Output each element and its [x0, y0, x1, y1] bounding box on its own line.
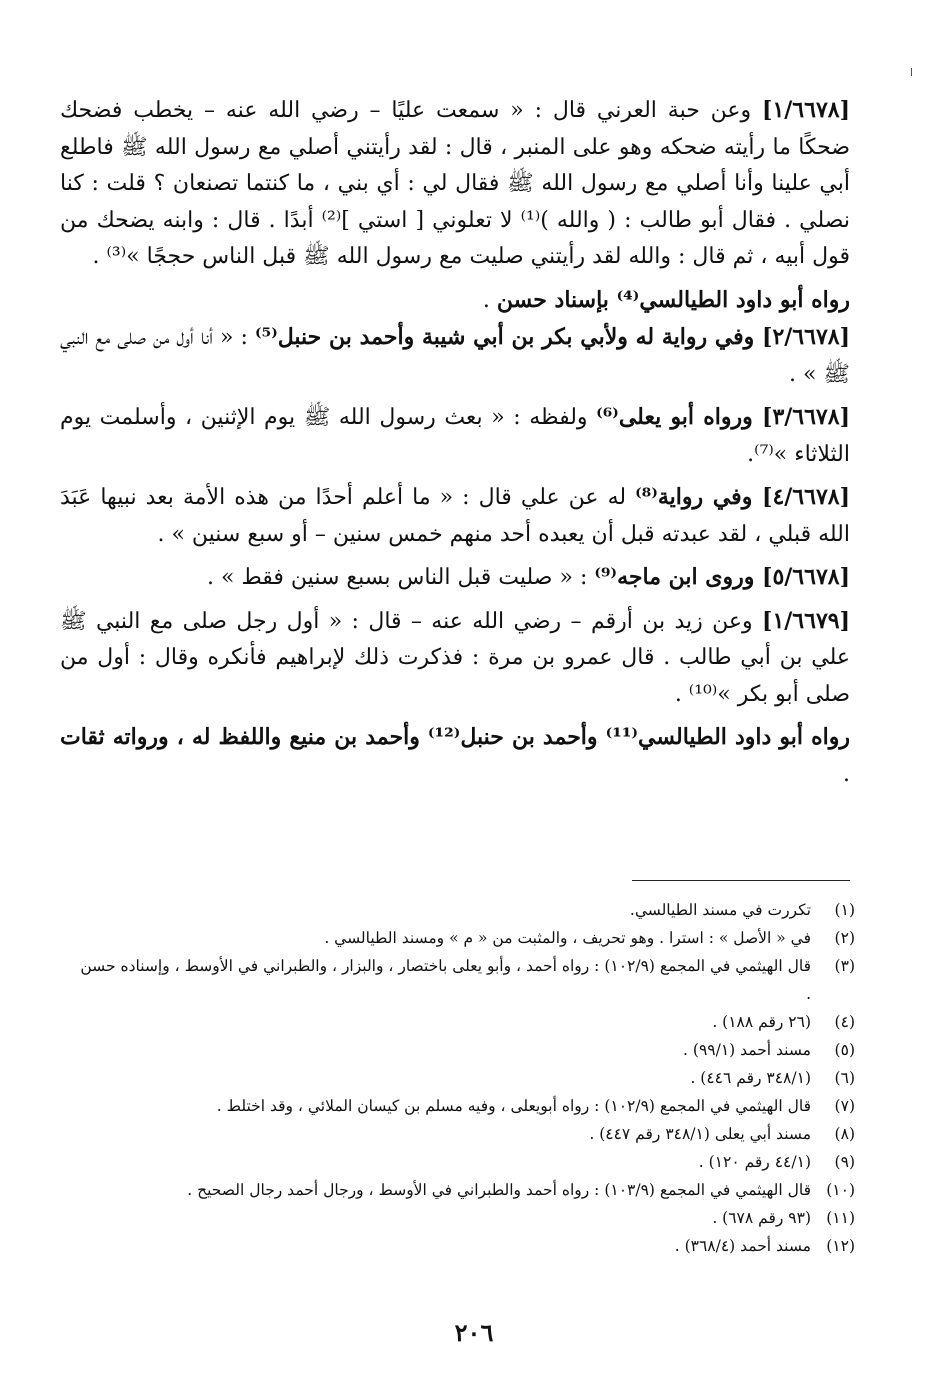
- footnote: [75, 952, 855, 1008]
- footnote-text: قال الهيثمي في المجمع (١٠٢/٩) : رواه أبويعلى ، وفيه مسلم بن كيسان الملائي ، وقد اختلط .: [216, 1097, 811, 1115]
- footnote: [75, 1120, 855, 1148]
- hadith-number: [١/٦٦٧٨]: [762, 97, 850, 123]
- narration-end: .: [843, 761, 850, 787]
- hadith-text: : « أنا أول من صلى مع النبي ﷺ » .: [60, 325, 850, 387]
- hadith-text: ولفظه : « بعث رسول الله ﷺ يوم الإثنين ، وأسلمت يوم الثلاثاء »⁽⁷⁾.: [60, 405, 850, 467]
- footnote: [75, 1008, 855, 1036]
- footnote-text: (٢٦ رقم ١٨٨) .: [712, 1013, 811, 1031]
- main-text: [60, 92, 850, 793]
- footnote: [75, 896, 855, 924]
- hadith-paragraph: [60, 319, 850, 393]
- hadith-paragraph: [60, 479, 850, 553]
- footnote: [75, 1232, 855, 1260]
- footnote-text: مسند أبي يعلى (٣٤٨/١ رقم ٤٤٧) .: [589, 1125, 811, 1143]
- hadith-paragraph: [60, 399, 850, 473]
- footnote-text: في « الأصل » : استرا . وهو تحريف ، والمثبت من « م » ومسند الطيالسي .: [324, 929, 811, 947]
- hadith-number: [١/٦٦٧٩]: [762, 607, 850, 634]
- hadith-number: [٣/٦٦٧٨] ورواه أبو يعلى⁽⁶⁾: [596, 404, 850, 430]
- footnote-number: (٧): [834, 1097, 855, 1115]
- footnote-number: (٤): [834, 1013, 855, 1031]
- hadith-number: [٢/٦٦٧٨] وفي رواية له ولأبي بكر بن أبي شيبة وأحمد بن حنبل⁽⁵⁾: [254, 324, 850, 350]
- footnote-number: (٣): [834, 957, 855, 975]
- footnote: [75, 924, 855, 952]
- hadith-text: وعن حبة العرني قال : « سمعت عليًا – رضي الله عنه – يخطب فضحك ضحكًا ما رأيته ضحكه وهو على المنبر ، قال : لقد رأيتني أصلي مع رسول الله ﷺ فاطلع أبي علينا وأنا أصلي مع رسول الله ﷺ فقال لي : أي بني ، ما كنتما تصنعان ؟ قلت : كنا نصلي . فقال أبو طالب : ( والله )⁽¹⁾ لا تعلوني [ استي ]⁽²⁾ أبدًا . قال : وابنه يضحك من قول أبيه ، ثم قال : والله لقد رأيتني صليت مع رسول الله ﷺ قبل الناس حججًا »⁽³⁾ .: [60, 98, 850, 269]
- footnote: [75, 1064, 855, 1092]
- footnote-number: (٢): [834, 929, 855, 947]
- footnote-text: قال الهيثمي في المجمع (١٠٣/٩) : رواه أحمد والطبراني في الأوسط ، ورجال أحمد رجال الصحيح .: [187, 1181, 811, 1199]
- footnotes: [75, 896, 855, 1260]
- hadith-number: [٤/٦٦٧٨] وفي رواية⁽⁸⁾: [635, 484, 850, 510]
- narration-text: رواه أبو داود الطيالسي⁽⁴⁾ بإسناد حسن: [496, 286, 850, 313]
- footnote-number: (١٠): [826, 1181, 855, 1199]
- page-number: ٢٠٦: [454, 1318, 494, 1347]
- footnote-text: تكررت في مسند الطيالسي.: [629, 901, 811, 919]
- hadith-text: له عن علي قال : « ما أعلم أحدًا من هذه الأمة بعد نبيها عَبَدَ الله قبلي ، لقد عبدته قبل أن يعبده أحد منهم خمس سنين – أو سبع سنين » .: [60, 485, 850, 547]
- footnote: [75, 1036, 855, 1064]
- footnote-text: (٣٤٨/١ رقم ٤٤٦) .: [690, 1069, 811, 1087]
- footnote-text: مسند أحمد (٩٩/١) .: [683, 1041, 811, 1059]
- footnote-number: (٨): [834, 1125, 855, 1143]
- footnote: [75, 1204, 855, 1232]
- hadith-text: : « صليت قبل الناس بسبع سنين فقط » .: [206, 565, 595, 590]
- footnote-number: (٥): [834, 1041, 855, 1059]
- footnote-text: قال الهيثمي في المجمع (١٠٢/٩) : رواه أحمد ، وأبو يعلى باختصار ، والبزار ، والطبراني في الأوسط ، وإسناده حسن .: [80, 957, 811, 1003]
- footnote-text: (٩٣ رقم ٦٧٨) .: [712, 1209, 811, 1227]
- hadith-number: [٥/٦٦٧٨] وروى ابن ماجه⁽⁹⁾: [594, 564, 850, 590]
- footnote-text: مسند أحمد (٣٦٨/٤) .: [674, 1237, 811, 1255]
- narration-paragraph: [60, 282, 850, 320]
- footnote-number: (١١): [826, 1209, 855, 1227]
- narration-end: .: [482, 287, 497, 313]
- narration-paragraph: [60, 719, 850, 793]
- footnote: [75, 1148, 855, 1176]
- footnote-number: (١٢): [826, 1237, 855, 1255]
- hadith-paragraph: [60, 559, 850, 597]
- footnote: [75, 1176, 855, 1204]
- hadith-paragraph: [60, 92, 850, 276]
- narration-text: رواه أبو داود الطيالسي⁽¹¹⁾ وأحمد بن حنبل⁽¹²⁾ وأحمد بن منيع واللفظ له ، ورواته ثقات: [60, 724, 851, 750]
- footnote: [75, 1092, 855, 1120]
- footnote-text: (٤٤/١ رقم ١٢٠) .: [698, 1153, 811, 1171]
- footnote-number: (١): [834, 901, 855, 919]
- footnote-number: (٦): [834, 1069, 855, 1087]
- footnote-number: (٩): [834, 1153, 855, 1171]
- footnote-divider: [632, 880, 850, 881]
- hadith-paragraph: [60, 603, 850, 714]
- scan-mark: [911, 68, 912, 76]
- hadith-text: وعن زيد بن أرقم – رضي الله عنه – قال : « أول رجل صلى مع النبي ﷺ علي بن أبي طالب . قال عمرو بن مرة : فذكرت ذلك لإبراهيم فأنكره وقال : أول من صلى أبو بكر »⁽¹⁰⁾ .: [60, 608, 850, 707]
